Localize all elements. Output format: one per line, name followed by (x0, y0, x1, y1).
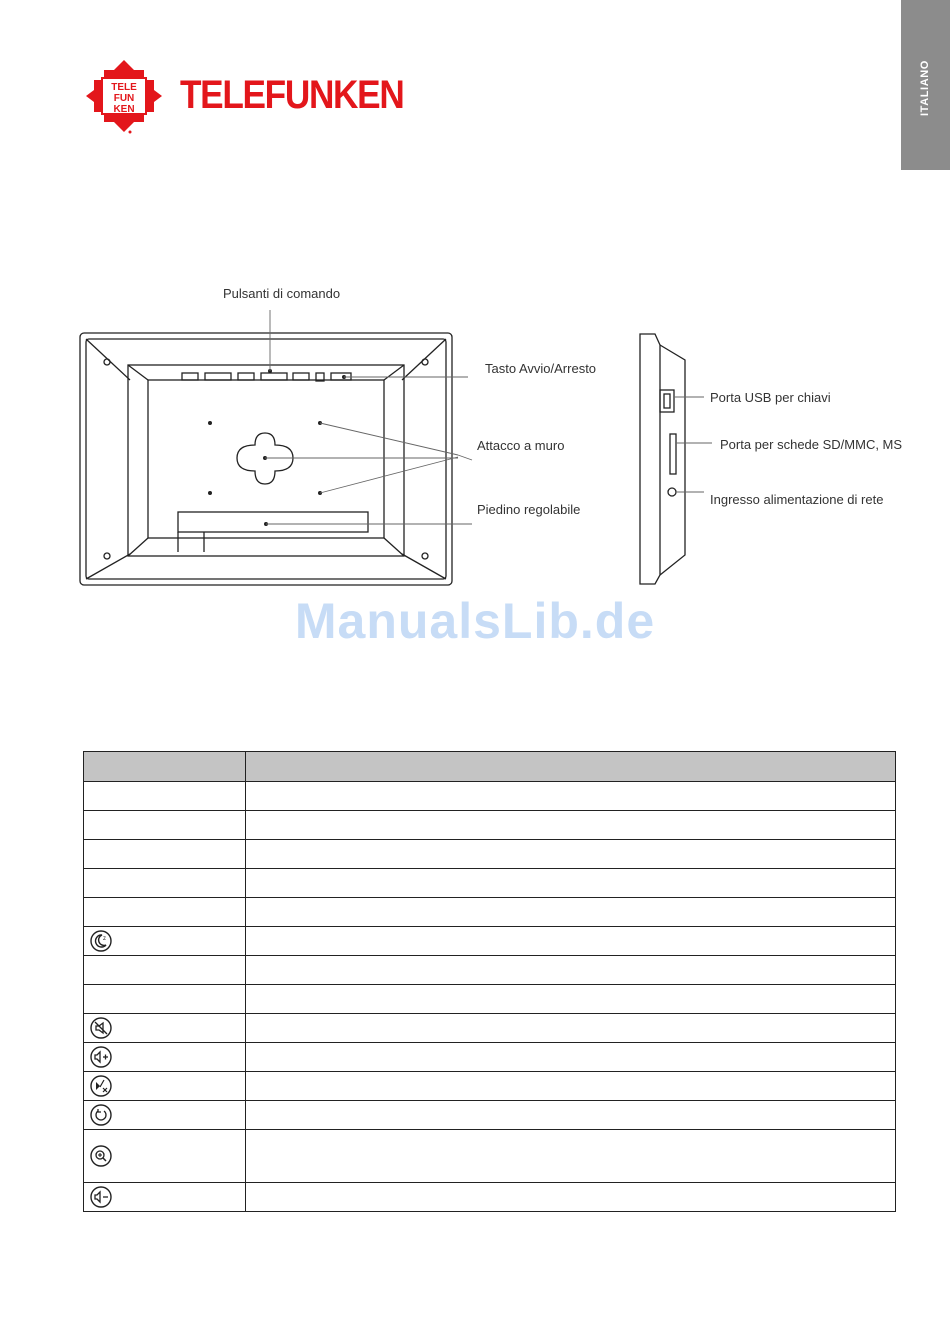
table-row (84, 927, 896, 956)
table-row (84, 1101, 896, 1130)
label-control-buttons: Pulsanti di comando (223, 286, 341, 301)
rotate-icon (90, 1104, 112, 1126)
table-row (84, 869, 896, 898)
controls-table (83, 751, 896, 1212)
device-diagram (0, 0, 950, 600)
table-header-row (84, 752, 896, 782)
table-row (84, 1072, 896, 1101)
logo-word-2: FUN (113, 93, 135, 104)
brand-name: TELEFUNKEN (180, 73, 404, 117)
zoom-icon (90, 1145, 112, 1167)
label-wall-mount: Attacco a muro (477, 438, 565, 453)
table-header-cell-2 (246, 752, 896, 782)
mute-icon (90, 1017, 112, 1039)
table-row (84, 1183, 896, 1212)
label-card-slot: Porta per schede SD/MMC, MS (720, 437, 903, 452)
table-row (84, 782, 896, 811)
table-header-cell-1 (84, 752, 246, 782)
table-row (84, 840, 896, 869)
label-dc-input: Ingresso alimentazione di rete (710, 492, 884, 507)
volume-up-icon (90, 1046, 112, 1068)
logo-word-3: KEN (113, 104, 135, 115)
label-stand: Piedino regolabile (477, 502, 581, 517)
svg-text:z: z (103, 936, 106, 942)
volume-down-icon (90, 1186, 112, 1208)
table-row (84, 1043, 896, 1072)
label-power-button: Tasto Avvio/Arresto (485, 361, 597, 376)
table-row (84, 985, 896, 1014)
table-row (84, 956, 896, 985)
table-row (84, 898, 896, 927)
watermark: ManualsLib.de (294, 593, 656, 649)
label-usb-port: Porta USB per chiavi (710, 390, 831, 405)
no-photo-icon (90, 1075, 112, 1097)
table-row (84, 1130, 896, 1183)
language-tab-label: ITALIANO (919, 60, 931, 116)
logo-word-1: TELE (111, 82, 137, 93)
table-row (84, 1014, 896, 1043)
sleep-moon-icon (90, 930, 112, 952)
table-row (84, 811, 896, 840)
